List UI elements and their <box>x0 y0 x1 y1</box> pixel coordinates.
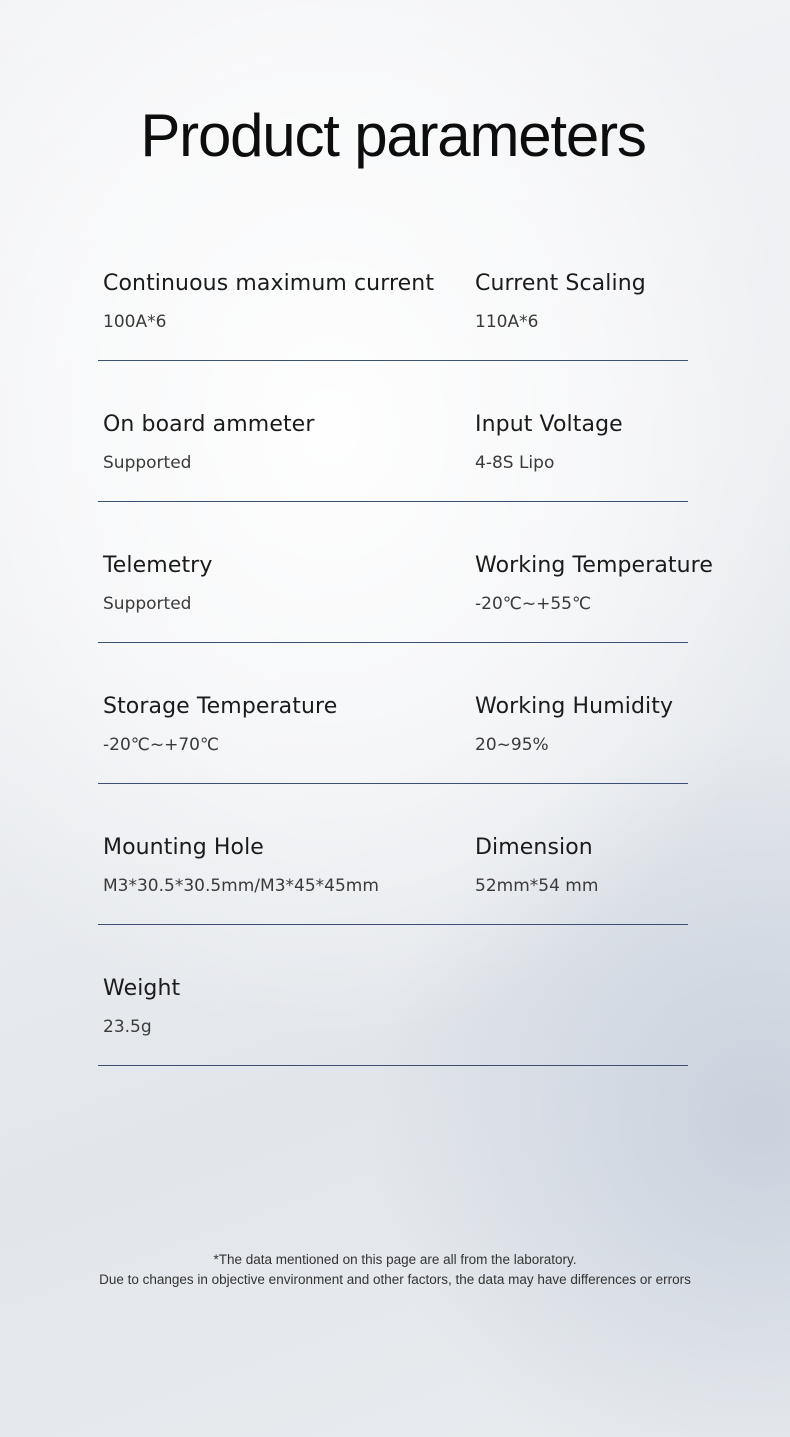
param-dimension <box>475 834 598 897</box>
param-value: Supported <box>103 594 192 614</box>
param-telemetry <box>103 552 212 615</box>
param-label: Input Voltage <box>475 412 623 437</box>
footnote-line-1: *The data mentioned on this page are all from the laboratory. <box>213 1252 577 1267</box>
param-label: Working Temperature <box>475 553 713 578</box>
param-value: 4-8S Lipo <box>475 453 555 473</box>
param-value: 100A*6 <box>103 312 167 332</box>
param-label: Current Scaling <box>475 271 646 296</box>
footnote-line-2: Due to changes in objective environment and other factors, the data may have differences or errors <box>99 1272 691 1287</box>
param-value: 110A*6 <box>475 312 539 332</box>
param-row-5 <box>98 834 688 925</box>
param-current-scaling <box>475 270 646 333</box>
param-working-temperature <box>475 552 713 615</box>
param-value: -20℃~+55℃ <box>475 594 592 614</box>
footnote <box>0 1250 790 1290</box>
param-label: Dimension <box>475 835 593 860</box>
param-row-6 <box>98 975 688 1066</box>
param-working-humidity <box>475 693 673 756</box>
param-row-3 <box>98 552 713 643</box>
param-mounting-hole <box>103 834 379 897</box>
param-continuous-max-current <box>103 270 434 333</box>
param-weight <box>103 975 180 1038</box>
page-title: Product parameters <box>140 102 646 169</box>
param-value: 52mm*54 mm <box>475 876 599 896</box>
param-value: M3*30.5*30.5mm/M3*45*45mm <box>103 876 379 896</box>
param-label: On board ammeter <box>103 412 315 437</box>
param-label: Working Humidity <box>475 694 674 719</box>
param-input-voltage <box>475 411 623 474</box>
param-row-2 <box>98 411 688 502</box>
param-row-1 <box>98 270 688 361</box>
param-label: Weight <box>103 976 181 1001</box>
param-value: 23.5g <box>103 1017 152 1037</box>
param-label: Telemetry <box>103 553 213 578</box>
param-value: 20~95% <box>475 735 549 755</box>
param-label: Mounting Hole <box>103 835 264 860</box>
param-storage-temperature <box>103 693 337 756</box>
param-row-4 <box>98 693 688 784</box>
param-label: Storage Temperature <box>103 694 338 719</box>
param-label: Continuous maximum current <box>103 271 435 296</box>
param-value: -20℃~+70℃ <box>103 735 220 755</box>
param-value: Supported <box>103 453 192 473</box>
param-on-board-ammeter <box>103 411 314 474</box>
